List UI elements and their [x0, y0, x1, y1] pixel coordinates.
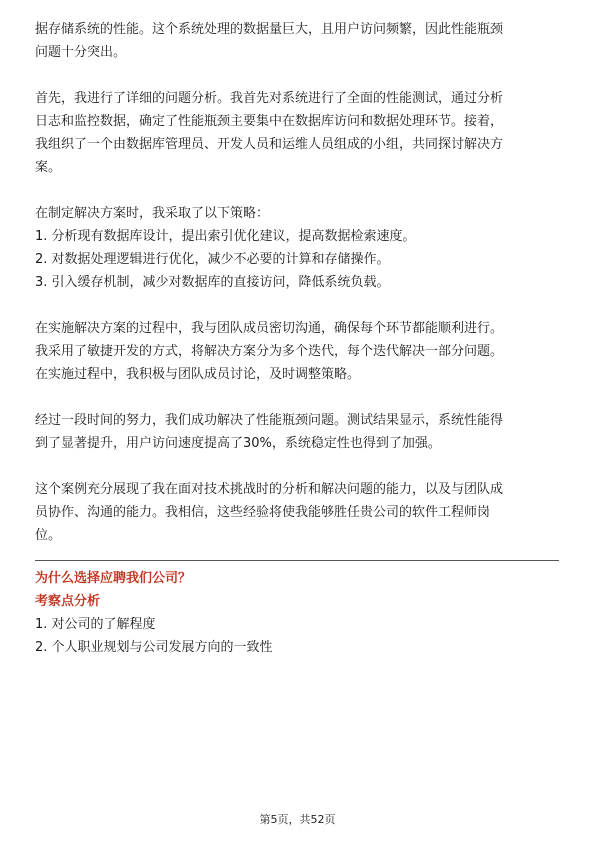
- body-text-line: 到了显著提升，用户访问速度提高了30%，系统稳定性也得到了加强。: [35, 436, 441, 451]
- body-text-line: 在实施过程中，我积极与团队成员讨论，及时调整策略。: [35, 367, 361, 382]
- body-text-line: 我采用了敏捷开发的方式，将解决方案分为多个迭代，每个迭代解决一部分问题。: [35, 344, 504, 359]
- question-title: 为什么选择应聘我们公司？: [35, 571, 192, 586]
- paragraph-gap: [35, 294, 562, 317]
- body-text-line: 首先，我进行了详细的问题分析。我首先对系统进行了全面的性能测试，通过分析: [35, 91, 504, 106]
- body-text-line: 员协作、沟通的能力。我相信，这些经验将使我能够胜任贵公司的软件工程师岗: [35, 505, 491, 520]
- strategy-list-item: 3. 引入缓存机制，减少对数据库的直接访问，降低系统负载。: [35, 275, 390, 290]
- section-divider: [35, 560, 559, 561]
- body-text-line: 这个案例充分展现了我在面对技术挑战时的分析和解决问题的能力，以及与团队成: [35, 482, 504, 497]
- paragraph-gap: [35, 455, 562, 478]
- page-number-footer: 第5页，共52页: [259, 813, 336, 826]
- body-text-line: 在制定解决方案时，我采取了以下策略：: [35, 206, 270, 221]
- analysis-section-label: 考察点分析: [35, 594, 101, 609]
- body-text-line: 位。: [35, 528, 62, 543]
- analysis-list-item: 2. 个人职业规划与公司发展方向的一致性: [35, 640, 273, 655]
- body-text-line: 我组织了一个由数据库管理员、开发人员和运维人员组成的小组，共同探讨解决方: [35, 137, 504, 152]
- body-text-line: 据存储系统的性能。这个系统处理的数据量巨大，且用户访问频繁，因此性能瓶颈: [35, 22, 504, 37]
- strategy-list-item: 2. 对数据处理逻辑进行优化，减少不必要的计算和存储操作。: [35, 252, 390, 267]
- paragraph-gap: [35, 179, 562, 202]
- strategy-list-item: 1. 分析现有数据库设计，提出索引优化建议，提高数据检索速度。: [35, 229, 416, 244]
- document-page: [35, 18, 562, 659]
- paragraph-gap: [35, 386, 562, 409]
- paragraph-gap: [35, 64, 562, 87]
- body-text-line: 案。: [35, 160, 62, 175]
- body-text-line: 经过一段时间的努力，我们成功解决了性能瓶颈问题。测试结果显示，系统性能得: [35, 413, 504, 428]
- body-text-line: 日志和监控数据，确定了性能瓶颈主要集中在数据库访问和数据处理环节。接着，: [35, 114, 504, 129]
- body-text-line: 在实施解决方案的过程中，我与团队成员密切沟通，确保每个环节都能顺利进行。: [35, 321, 504, 336]
- analysis-list-item: 1. 对公司的了解程度: [35, 617, 156, 632]
- body-text-line: 问题十分突出。: [35, 45, 127, 60]
